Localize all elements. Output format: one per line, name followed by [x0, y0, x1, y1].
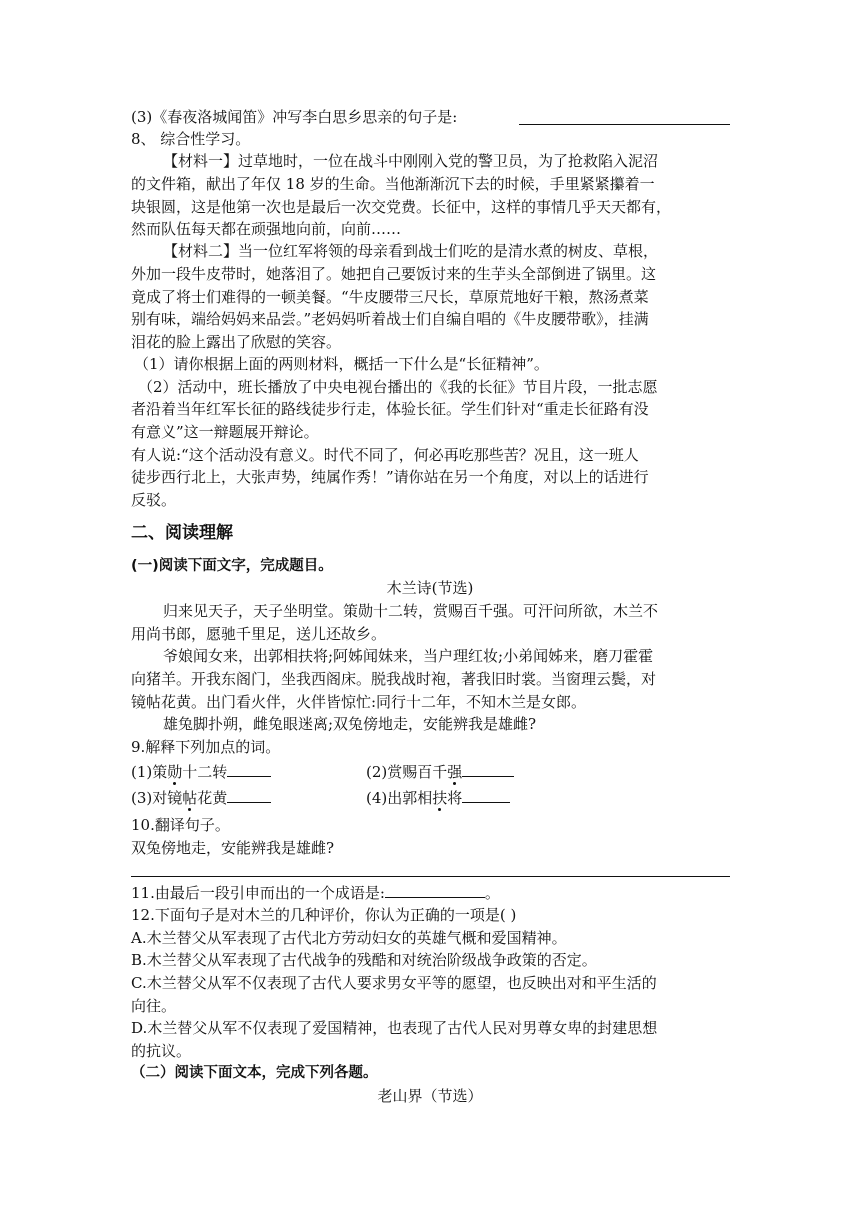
question-12: 12.下面句子是对木兰的几种评价，你认为正确的一项是( ): [131, 906, 517, 924]
sub-question-2-line: 者沿着当年红军长征的路线徒步行走，体验长征。学生们针对“重走长征路有没: [131, 400, 649, 418]
translate-sentence: 双兔傍地走，安能辨我是雄雌?: [131, 839, 335, 857]
answer-blank: [227, 762, 271, 777]
material-1-line: 【材料一】过草地时，一位在战斗中刚刚入党的警卫员，为了抢救陷入泥沼: [163, 152, 659, 170]
option-c-line: 向往。: [131, 997, 177, 1015]
poem-line: 爷娘闻女来，出郭相扶将;阿姊闻妹来，当户理红妆;小弟闻姊来，磨刀霍霍: [163, 647, 654, 665]
q9-item-3: (3)对镜帖花黄: [131, 788, 271, 808]
sub-question-3-line: 有人说:“这个活动没有意义。时代不同了，何必再吃那些苦？况且，这一班人: [131, 446, 639, 464]
option-b: B.木兰替父从军表现了古代战争的残酷和对统治阶级战争政策的否定。: [131, 951, 597, 969]
sub-question-2-line: 有意义”这一辩题展开辩论。: [131, 423, 319, 441]
story-title: 老山界（节选）: [377, 1087, 483, 1105]
sub-question-3-line: 徒步西行北上，大张声势，纯属作秀！”请你站在另一个角度，对以上的话进行: [131, 468, 649, 486]
section-heading: 二、阅读理解: [131, 523, 233, 543]
q9-item-2: (2)赏赐百千强: [366, 762, 514, 782]
dotted-word: 帖: [182, 789, 198, 807]
material-2-line: 别有味，端给妈妈来品尝。”老妈妈听着战士们自编自唱的《牛皮腰带歌》，挂满: [131, 310, 649, 328]
material-1-line: 然而队伍每天都在顽强地向前，向前……: [131, 220, 402, 238]
subsection-heading: （二）阅读下面文本，完成下列各题。: [131, 1065, 378, 1081]
sub-question-1: （1）请你根据上面的两则材料，概括一下什么是“长征精神”。: [134, 355, 549, 373]
option-a: A.木兰替父从军表现了古代北方劳动妇女的英雄气概和爱国精神。: [131, 929, 567, 947]
question-3-line: [131, 107, 457, 127]
material-1-line: 块银圆，这是他第一次也是最后一次交党费。长征中，这样的事情几乎天天都有，: [131, 198, 672, 216]
answer-line: [131, 876, 730, 877]
sub-question-2-line: （2）活动中，班长播放了中央电视台播出的《我的长征》节目片段，一批志愿: [138, 378, 658, 396]
q9-item-4: (4)出郭相扶将: [366, 788, 510, 808]
answer-blank: [462, 762, 514, 777]
poem-line: 雄兔脚扑朔，雌兔眼迷离;双兔傍地走，安能辨我是雄雌?: [163, 715, 537, 733]
option-d-line: D.木兰替父从军不仅表现了爱国精神，也表现了古代人民对男尊女卑的封建思想: [131, 1019, 658, 1037]
material-2-line: 竟成了将士们难得的一顿美餐。“牛皮腰带三尺长，草原荒地好干粮，熬汤煮菜: [131, 288, 649, 306]
dotted-word: 相扶将: [417, 789, 463, 807]
dotted-word: 勋: [167, 763, 183, 781]
dotted-word: 强: [447, 763, 463, 781]
answer-line: [519, 124, 730, 125]
option-c-line: C.木兰替父从军不仅表现了古代人要求男女平等的愿望，也反映出对和平生活的: [131, 974, 657, 992]
material-2-line: 【材料二】当一位红军将领的母亲看到战士们吃的是清水煮的树皮、草根，: [163, 242, 659, 260]
question-10: 10.翻译句子。: [131, 816, 230, 834]
poem-line: 镜帖花黄。出门看火伴，火伴皆惊忙:同行十二年，不知木兰是女郎。: [131, 693, 587, 711]
question-11: 11.由最后一段引申而出的一个成语是: 。: [131, 884, 500, 902]
material-2-line: 外加一段牛皮带时，她落泪了。她把自己要饭讨来的生芋头全部倒进了锅里。这: [131, 265, 657, 283]
question-9: 9.解释下列加点的词。: [131, 738, 281, 756]
question-8-heading: 8、 综合性学习。: [131, 130, 251, 148]
q9-item-1: (1)策勋十二转: [131, 762, 271, 782]
option-d-line: 的抗议。: [131, 1042, 192, 1060]
question-3-text: (3)《春夜洛城闻笛》冲写李白思乡思亲的句子是:: [131, 108, 458, 126]
subsection-heading: (一)阅读下面文字，完成题目。: [131, 558, 333, 574]
answer-blank: [227, 788, 271, 803]
sub-question-3-line: 反驳。: [131, 491, 177, 509]
poem-title: 木兰诗(节选): [386, 579, 474, 597]
poem-line: 用尚书郎，愿驰千里足，送儿还故乡。: [131, 625, 387, 643]
poem-line: 向猪羊。开我东阁门，坐我西阁床。脱我战时袍，著我旧时裳。当窗理云鬓，对: [131, 670, 657, 688]
answer-blank: [385, 883, 485, 898]
poem-line: 归来见天子，天子坐明堂。策勋十二转，赏赐百千强。可汗问所欲，木兰不: [163, 602, 659, 620]
material-1-line: 的文件箱，献出了年仅 18 岁的生命。当他渐渐沉下去的时候，手里紧紧攥着一: [131, 175, 655, 193]
answer-blank: [462, 788, 510, 803]
material-2-line: 泪花的脸上露出了欣慰的笑容。: [131, 333, 342, 351]
